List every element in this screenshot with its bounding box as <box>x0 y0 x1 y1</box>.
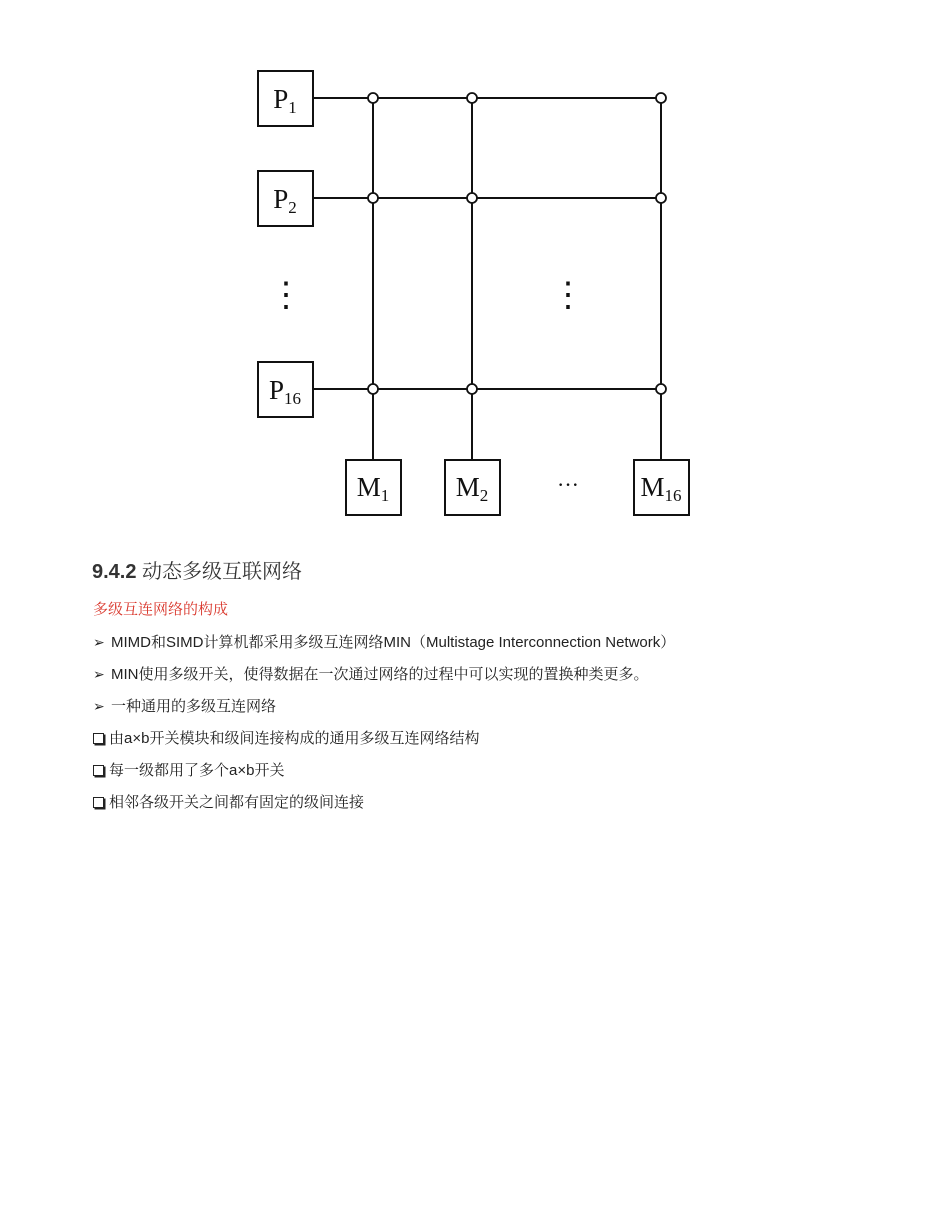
memory-m2 <box>445 460 500 515</box>
arrow-bullet-icon: ➢ <box>93 698 105 714</box>
svg-text:P16: P16 <box>268 375 302 408</box>
square-bullet-icon <box>93 797 104 808</box>
list-item-text: 一种通用的多级互连网络 <box>111 698 277 715</box>
list-item <box>93 791 364 812</box>
vdots-processors: ⋮ <box>269 277 303 314</box>
crossbar-lines <box>313 98 661 460</box>
crosspoint-switches <box>368 93 666 394</box>
vdots-middle: ⋮ <box>551 277 585 314</box>
arrow-bullet-icon: ➢ <box>93 666 105 682</box>
square-bullet-icon <box>93 733 104 744</box>
list-item <box>93 759 284 780</box>
list-item <box>93 663 649 684</box>
section-heading <box>92 555 302 584</box>
list-item-text: 由a×b开关模块和级间连接构成的通用多级互连网络结构 <box>109 730 480 747</box>
list-item-text: 相邻各级开关之间都有固定的级间连接 <box>109 794 365 811</box>
svg-text:P2: P2 <box>273 184 297 217</box>
processor-p16 <box>258 362 313 417</box>
svg-text:M16: M16 <box>640 472 682 505</box>
list-item-text: 每一级都用了多个a×b开关 <box>109 762 285 779</box>
list-item-text: MIN使用多级开关，使得数据在一次通过网络的过程中可以实现的置换种类更多。 <box>111 666 649 683</box>
processor-p2 <box>258 171 313 226</box>
svg-text:M2: M2 <box>455 472 489 505</box>
section-number: 9.4.2 <box>92 561 137 583</box>
memory-m1 <box>346 460 401 515</box>
processor-p1 <box>258 71 313 126</box>
list-item <box>93 727 479 748</box>
svg-text:P1: P1 <box>273 84 297 117</box>
crossbar-diagram <box>0 0 935 540</box>
arrow-bullet-icon: ➢ <box>93 634 105 650</box>
square-bullet-icon <box>93 765 104 776</box>
hdots-memories: ··· <box>557 472 579 497</box>
section-subtitle: 多级互连网络的构成 <box>93 601 229 618</box>
svg-text:M1: M1 <box>356 472 390 505</box>
memory-m16 <box>634 460 689 515</box>
list-item-text: MIMD和SIMD计算机都采用多级互连网络MIN（Multistage Interconnection Network） <box>111 634 676 651</box>
list-item <box>93 695 276 716</box>
list-item <box>93 631 675 652</box>
section-title: 动态多级互联网络 <box>142 561 303 583</box>
